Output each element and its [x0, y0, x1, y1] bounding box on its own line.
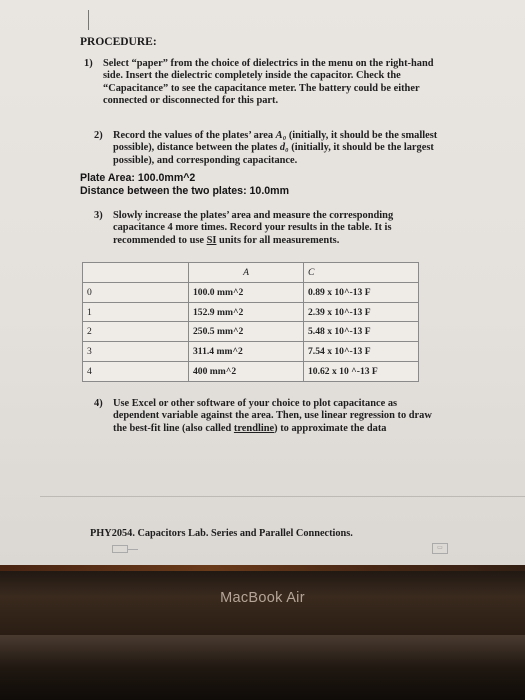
- step-number: 4): [94, 398, 103, 409]
- cell-area: 250.5 mm^2: [189, 322, 304, 342]
- step-text: Select “paper” from the choice of dielectrics in the menu on the right-hand side. Insert the dielectric completely inside the capacitor. Check the “Capacitance” to see the capacitance meter. The battery could be either connected or disconnected for this part.: [103, 58, 434, 107]
- laptop-brand-label: MacBook Air: [220, 590, 305, 606]
- step-text-part: Use Excel or other software of your choice to plot capacitance as dependent variable against the area. Then, use linear regression to draw the best-fit line (also called: [113, 398, 432, 434]
- cell-capacitance: 7.54 x 10^-13 F: [304, 342, 419, 362]
- cell-capacitance: 10.62 x 10 ^-13 F: [304, 362, 419, 382]
- page-break-line: [40, 496, 525, 497]
- table-row: [83, 282, 419, 302]
- cell-index: 2: [83, 322, 189, 342]
- step-3: [94, 210, 433, 247]
- step-number: 3): [94, 210, 103, 221]
- table-row: [83, 302, 419, 322]
- cell-area: 400 mm^2: [189, 362, 304, 382]
- distance-symbol: d₀: [279, 142, 289, 154]
- table-row: [83, 342, 419, 362]
- plate-distance-value: Distance between the two plates: 10.0mm: [80, 185, 289, 197]
- step-text-part: Record the values of the plates’ area: [113, 130, 276, 141]
- step-number: 1): [84, 58, 93, 69]
- table-row: [83, 322, 419, 342]
- results-table: [82, 262, 419, 382]
- step-text-part: units for all measurements.: [216, 234, 340, 246]
- laptop-bezel: [0, 565, 525, 635]
- page-top-mark: [88, 10, 89, 30]
- cell-capacitance: 0.89 x 10^-13 F: [304, 282, 419, 302]
- step-text-part: (initially, it should be the largest possible), and corresponding capacitance.: [113, 142, 434, 166]
- laptop-base: [0, 635, 525, 700]
- trendline-term: trendline: [233, 422, 275, 434]
- procedure-heading: PROCEDURE:: [80, 36, 157, 48]
- cell-capacitance: 2.39 x 10^-13 F: [304, 302, 419, 322]
- cell-index: 4: [83, 362, 189, 382]
- cell-capacitance: 5.48 x 10^-13 F: [304, 322, 419, 342]
- header-cell-area: A: [189, 263, 304, 283]
- status-bar-left-icon[interactable]: [112, 545, 128, 553]
- view-layout-icon[interactable]: ▭: [432, 543, 448, 554]
- step-1: [84, 58, 448, 108]
- status-bar-dash: [128, 549, 138, 550]
- plate-area-value: Plate Area: 100.0mm^2: [80, 172, 196, 184]
- step-text-part: ) to approximate the data: [274, 422, 387, 434]
- si-units-link: SI: [206, 234, 217, 246]
- cell-index: 3: [83, 342, 189, 362]
- cell-area: 100.0 mm^2: [189, 282, 304, 302]
- header-cell-capacitance: C: [304, 263, 419, 283]
- cell-index: 0: [83, 282, 189, 302]
- step-2: [94, 130, 448, 167]
- step-number: 2): [94, 130, 103, 141]
- table-header-row: [83, 263, 419, 283]
- step-text-part: Slowly increase the plates’ area and measure the corresponding capacitance 4 more times. Record your results in the table. It is recommended to use: [113, 210, 394, 246]
- table-row: [83, 362, 419, 382]
- bezel-reflection: [0, 565, 525, 571]
- page-footer: PHY2054. Capacitors Lab. Series and Parallel Connections.: [90, 528, 353, 539]
- step-4: [94, 398, 433, 435]
- cell-area: 311.4 mm^2: [189, 342, 304, 362]
- cell-index: 1: [83, 302, 189, 322]
- area-symbol: A₀: [275, 130, 287, 141]
- step-text-part: (initially, it should be the smallest possible), distance between the plates: [113, 130, 438, 154]
- cell-area: 152.9 mm^2: [189, 302, 304, 322]
- header-cell-index: [83, 263, 189, 283]
